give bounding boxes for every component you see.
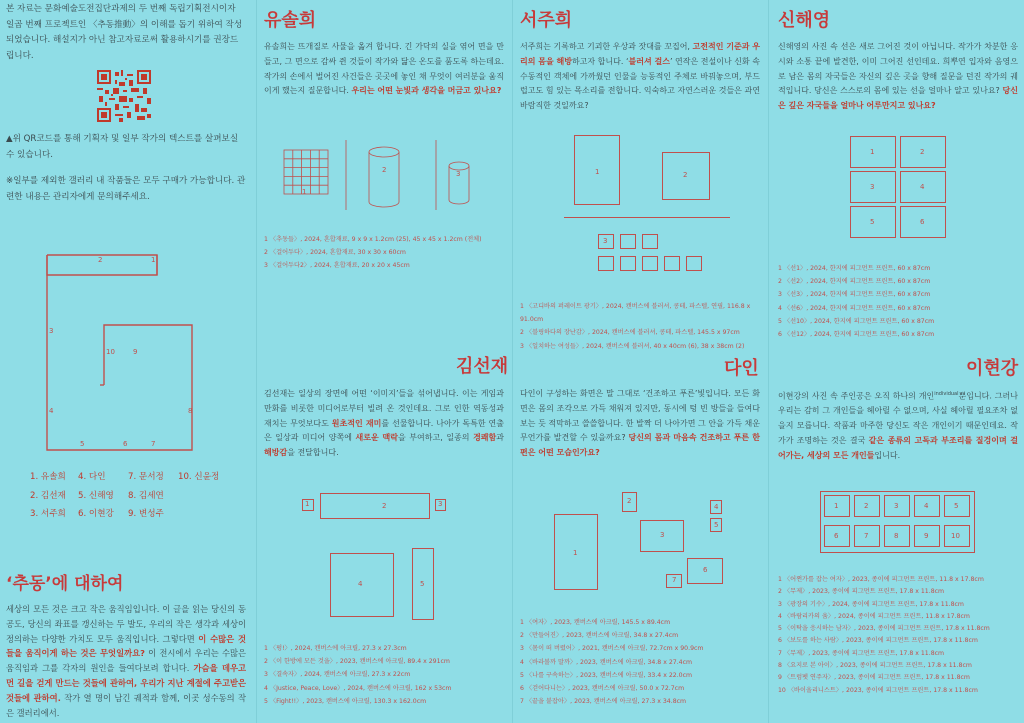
legend-item: 4. 다인 — [78, 472, 106, 482]
diagram-number: 3 — [870, 183, 875, 191]
artwork-captions-kim: 1 〈펑!〉, 2024, 캔버스에 아크릴, 27.3 x 27.3cm 2 〈이 한방에 모든 것을〉, 2023, 캔버스에 아크릴, 89.4 x 291cm 3 〈결속자〉, 2024, 캔버스에 아크릴, 27.3 x 22cm 4 〈Justice, Peace, Love〉, 2024, 캔버스에 아크릴, 162 x 53cm 5 〈Fight!!〉, 2023, 캔버스에 아크릴, 130.3 x 162.0cm — [264, 645, 452, 705]
artist-text-shin: 신해영의 사진 속 선은 새로 그어진 것이 아닙니다. 작가가 차분한 응시와 소통 끝에 발견한, 이미 그어진 선인데요. 희뿌연 입자와 음영으로 남은 몸의 자국들은 자신의 깊은 곳을 향해 질문을 던진 작가의 궤적입니다. 당신은 스스로의 몸에 있는 선을 얼마나 알고 있나요? 당신은 깊은 자국들을 얼마나 어루만지고 있나요? — [778, 42, 1018, 111]
about-title: ‘추동’에 대하여 — [6, 574, 124, 594]
map-number: 7 — [151, 440, 156, 448]
map-number: 6 — [123, 440, 128, 448]
diagram-number: 1 — [595, 168, 600, 176]
panel-yoo-kim — [256, 0, 512, 723]
artist-name-lee: 이현강 — [966, 358, 1019, 379]
diagram-number: 5 — [954, 502, 959, 510]
map-number: 9 — [133, 348, 138, 356]
diagram-number: 2 — [683, 171, 688, 179]
sale-note: ※일부를 제외한 갤러리 내 작품들은 모두 구매가 가능합니다. 관련한 내용은 관리자에게 문의해주세요. — [6, 176, 246, 202]
map-number: 8 — [188, 407, 193, 415]
diagram-number: 2 — [920, 148, 925, 156]
diagram-number: 4 — [714, 503, 719, 511]
artist-name-shin: 신해영 — [778, 10, 831, 31]
panel-shin-lee — [768, 0, 1024, 723]
legend-item: 9. 변성주 — [128, 509, 164, 519]
about-text: 세상의 모든 것은 크고 작은 움직임입니다. 이 글을 읽는 당신의 동공도, 당신의 좌표를 갱신하는 두 발도, 우리의 작은 생각과 세상이 정의하는 다양한 가치도 모두 움직입니다. 그렇다면 이 수많은 것들을 움직이게 하는 것은 무엇일까요? 이 전시에서 우리는 수많은 움직임과 그를 각자의 원인을 들여다보려 합니다. 가슴을 데우고 먼 길을 걷게 만드는 것들에 관하여, 우리가 지난 계절에 주고받은 것들에 관하여. 작가 열 명이 남긴 궤적과 함께, 이곳 성수동의 작은 갤러리에서. — [6, 604, 246, 718]
diagram-number: 5 — [870, 218, 875, 226]
artwork-captions-shin: 1 〈선1〉, 2024, 한지에 피그먼트 프린트, 60 x 87cm 2 〈선2〉, 2024, 한지에 피그먼트 프린트, 60 x 87cm 3 〈선3〉, 2024, 한지에 피그먼트 프린트, 60 x 87cm 4 〈선6〉, 2024, 한지에 피그먼트 프린트, 60 x 87cm 5 〈선10〉, 2024, 한지에 피그먼트 프린트, 60 x 87cm 6 〈선12〉, 2024, 한지에 피그먼트 프린트, 60 x 87cm — [778, 265, 935, 339]
artist-text-seo: 서주희는 기록하고 기괴한 우상과 잣대를 꼬집어, 고전적인 기준과 우리의 몸을 해방하고자 합니다. ‘블러셔 걸스’ 연작은 전설이나 신화 속 수동적인 객체에 가까웠던 인물을 능동적인 주체로 바꿔놓으며, 부드럽고도 힘 있는 목소리를 전합니다. 익숙하고 자연스러운 것들은 과연 바람직한 것일까요? — [520, 42, 760, 111]
artist-text-dain: 다인이 구성하는 화면은 말 그대로 ‘건조하고 푸른’빛입니다. 모든 화면은 몸의 조각으로 가득 채워져 있지만, 동시에 텅 빈 방들을 들여다보는 듯 적막하고 쓸쓸합니다. 한 발짝 더 나아가면 그 안을 가득 채운 무언가를 발견할 수 있을까요? 당신의 몸과 마음속 건조하고 푸른 한 편은 어떤 모습인가요? — [520, 389, 760, 458]
artwork-captions-lee: 1 〈어쩐가를 잡는 여자〉, 2023, 종이에 피그먼트 프린트, 11.8 x 17.8cm 2 〈무제〉, 2023, 종이에 피그먼트 프린트, 17.8 x 11.8cm 3 〈광장의 기수〉, 2024, 종이에 피그먼트 프린트, 17.8 x 11.8cm 4 〈바람리카의 움〉, 2024, 종이에 피그먼트 프린트, 11.8 x 17.8cm 5 〈이탁을 응시하는 남자〉, 2023, 종이에 피그먼트 프린트, 17.8 x 11.8cm 6 〈보도를 하는 사람〉, 2023, 종이에 피그먼트 프린트, 17.8 x 11.8cm 7 〈무제〉, 2023, 종이에 피그먼트 프린트, 17.8 x 11.8cm 8 〈요지로 본 아이〉, 2023, 종이에 피그먼트 프린트, 17.8 x 11.8cm 9 〈트럼펫 연주자〉, 2023, 종이에 피그먼트 프린트, 17.8 x 11.8cm 10 〈바이올리니스트〉, 2023, 종이에 피그먼트 프린트, 17.8 x 11.8cm — [778, 576, 990, 694]
diagram-number: 7 — [864, 532, 869, 540]
map-number: 3 — [49, 327, 54, 335]
map-number: 1 — [151, 256, 156, 264]
artwork-captions-seo: 1 〈고디바의 퍼레이트 광기〉, 2024, 캔버스에 블러셔, 콩테, 파스텔, 연필, 116.8 x 91.0cm 2 〈블링하다의 장난감〉, 2024, 캔버스에 블러셔, 콩테, 파스텔, 145.5 x 97cm 3 〈일치하는 여성들〉, 2024, 캔버스에 블러셔, 40 x 40cm (6), 38 x 38cm (2) — [520, 303, 751, 350]
diagram-number: 6 — [834, 532, 839, 540]
map-number: 2 — [98, 256, 103, 264]
diagram-number: 1 — [573, 549, 578, 557]
legend-item: 3. 서주희 — [30, 509, 66, 519]
diagram-number: 3 — [603, 237, 608, 245]
legend-item: 8. 김세연 — [128, 491, 164, 501]
diagram-number: 2 — [382, 502, 387, 510]
legend-item: 7. 문서정 — [128, 472, 164, 482]
artist-name-seo: 서주희 — [520, 10, 573, 31]
artwork-captions-yoo: 1 〈추동들〉, 2024, 혼합재료, 9 x 9 x 1.2cm (25), 45 x 45 x 1.2cm (전체) 2 〈걸어두다〉, 2024, 혼합재료, 30 x 30 x 60cm 3 〈걸어두다2〉, 2024, 혼합재료, 20 x 20 x 45cm — [264, 236, 482, 270]
diagram-number: 6 — [703, 566, 708, 574]
diagram-number: 4 — [920, 183, 925, 191]
qr-note: ▲위 QR코드를 통해 기획자 및 일부 작가의 텍스트를 살펴보실 수 있습니다. — [6, 134, 239, 160]
legend-item: 5. 신해영 — [78, 491, 114, 501]
artist-name-yoo: 유솔희 — [264, 10, 317, 31]
diagram-number: 1 — [834, 502, 839, 510]
diagram-number: 9 — [924, 532, 929, 540]
diagram-number: 10 — [951, 532, 960, 540]
legend-item: 1. 유솔희 — [30, 472, 66, 482]
artist-text-yoo: 유솔희는 뜨개질로 사물을 옮겨 합니다. 긴 가닥의 실을 엮어 면을 만들고, 그 면으로 감싸 쥔 것들이 작가와 닮은 온도를 품도록 하는데요. 작가의 손에서 벌어진 사건들은 곳곳에 놓인 채 무엇이 여러분을 움직이게 했는지 질문합니다. 우리는 어떤 눈빛과 생각을 머금고 있나요? — [264, 42, 504, 96]
artist-text-kim: 김선재는 일상의 장면에 어떤 ‘이미지’들을 섞어냅니다. 이는 게임과 만화를 비롯한 미디어로부터 빌려 온 것인데요. 그로 인한 역동성과 재치는 무엇보다도 원초적인 재미를 선물합니다. 나아가 독특한 연출은 일상과 미디어 양쪽에 새로운 맥락을 부여하고, 일종의 경쾌함과 해방감을 전달합니다. — [264, 389, 505, 458]
diagram-number: 1 — [305, 500, 310, 508]
diagram-number: 3 — [660, 531, 665, 539]
diagram-number: 7 — [672, 576, 677, 584]
diagram-number: 2 — [382, 166, 387, 174]
diagram-number: 2 — [864, 502, 869, 510]
artist-text-lee: 이현강의 사진 속 주인공은 오직 하나의 개인$^{individual}$뿐입니다. 그러나 우리는 감히 그 개인들을 헤아릴 수 없으며, 사실 헤아릴 필요조차 없을지 모릅니다. 작품과 마주한 당신도 작은 개인이기 때문인데요. 작가가 조명하는 것은 결국 같은 종류의 고독과 부조리를 질겅이며 걸어가는, 세상의 모든 개인들입니다. — [778, 391, 1018, 460]
artwork-captions-dain: 1 〈여자〉, 2023, 캔버스에 아크릴, 145.5 x 89.4cm 2 〈만들어진〉, 2023, 캔버스에 아크릴, 34.8 x 27.4cm 3 〈몸이 떠 버렸어〉, 2021, 캔버스에 아크릴, 72.7cm x 90.9cm 4 〈바라볼까 말까〉, 2023, 캔버스에 아크릴, 34.8 x 27.4cm 5 〈나를 구속하는〉, 2023, 캔버스에 아크릴, 33.4 x 22.0cm 6 〈걷어다니는〉, 2023, 캔버스에 아크릴, 50.0 x 72.7cm 7 〈끝을 붙잡아〉, 2023, 캔버스에 아크릴, 27.3 x 34.8cm — [520, 619, 704, 706]
diagram-number: 5 — [420, 580, 425, 588]
diagram-number: 1 — [302, 188, 307, 196]
diagram-number: 3 — [438, 500, 443, 508]
panel-intro — [0, 0, 256, 723]
legend-item: 2. 김선재 — [30, 491, 66, 501]
diagram-number: 4 — [924, 502, 929, 510]
legend-item: 6. 이현강 — [78, 509, 114, 519]
artist-name-kim: 김선재 — [456, 356, 509, 377]
map-number: 10 — [106, 348, 115, 356]
diagram-number: 1 — [870, 148, 875, 156]
qr-code-icon[interactable] — [97, 70, 151, 122]
map-number: 4 — [49, 407, 54, 415]
diagram-number: 3 — [456, 170, 461, 178]
map-number: 5 — [80, 440, 85, 448]
diagram-number: 6 — [920, 218, 925, 226]
panel-seo-dain — [512, 0, 768, 723]
diagram-number: 8 — [894, 532, 899, 540]
intro-text: 본 자료는 문화예술도전집단과제의 두 번째 독립기획전시이자 일곱 번째 프로젝트인 〈추동推動〉의 이해를 돕기 위하여 작성되었습니다. 해설지가 아닌 참고자료로써 활용하시기를 권장드립니다. — [6, 4, 243, 61]
diagram-number: 4 — [358, 580, 363, 588]
artist-name-dain: 다인 — [724, 358, 759, 379]
diagram-number: 5 — [714, 521, 719, 529]
diagram-number: 2 — [627, 497, 632, 505]
diagram-number: 3 — [894, 502, 899, 510]
legend-item: 10. 신윤정 — [178, 472, 220, 482]
